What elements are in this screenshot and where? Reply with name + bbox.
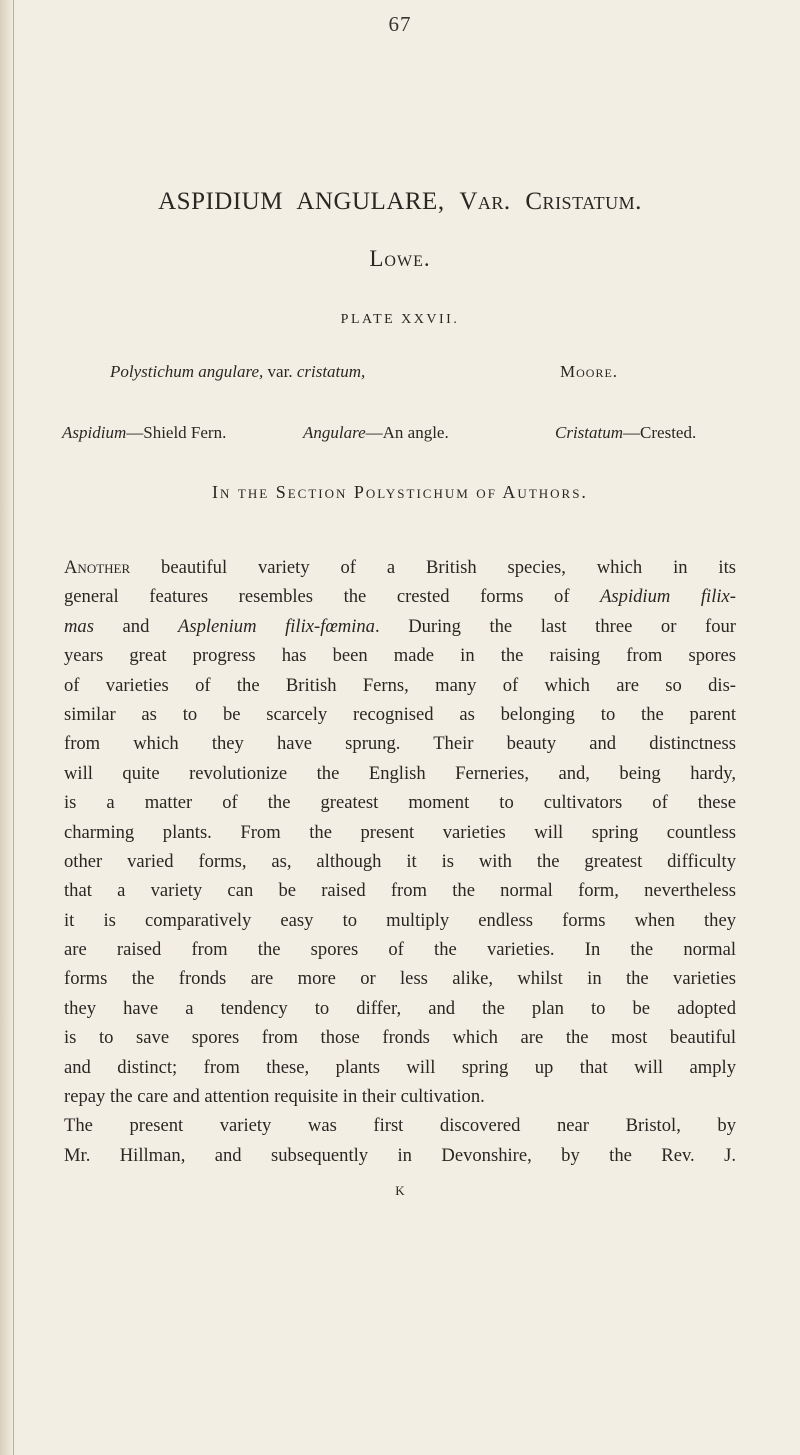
body-line: are raised from the spores of the varieties. In the normal xyxy=(64,939,736,961)
etymology-aspidium xyxy=(62,423,226,443)
body-line: The present variety was first discovered near Bristol, by xyxy=(64,1115,736,1137)
body-paragraph xyxy=(64,553,736,1170)
body-line: is to save spores from those fronds which are the most beautiful xyxy=(64,1027,736,1049)
body-line: Mr. Hillman, and subsequently in Devonshire, by the Rev. J. xyxy=(64,1144,736,1166)
etymology-angulare xyxy=(303,423,449,443)
synonym-authority: Moore. xyxy=(560,362,619,381)
title-variety: Var. Cristatum. xyxy=(459,188,642,215)
body-line: that a variety can be raised from the normal form, nevertheless xyxy=(64,880,736,902)
synonym-var: var. xyxy=(267,362,293,381)
body-line: forms the fronds are more or less alike, whilst in the varieties xyxy=(64,968,736,990)
body-line: is a matter of the greatest moment to cultivators of these xyxy=(64,792,736,814)
body-line: general features resembles the crested forms of Aspidium filix- xyxy=(64,586,736,608)
plate-label: PLATE XXVII. xyxy=(340,312,460,327)
section-heading: In the Section Polystichum of Authors. xyxy=(212,482,588,502)
signature-mark: K xyxy=(395,1183,405,1198)
body-line: other varied forms, as, although it is with the greatest difficulty xyxy=(64,850,736,872)
synonym-name: Polystichum angulare, xyxy=(110,362,264,381)
synonym-line xyxy=(110,362,630,382)
etymology-term: Aspidium xyxy=(62,423,127,442)
body-line: they have a tendency to differ, and the plan to be adopted xyxy=(64,997,736,1019)
body-line: years great progress has been made in the raising from spores xyxy=(64,645,736,667)
etymology-term: Cristatum xyxy=(555,423,624,442)
body-line: will quite revolutionize the English Ferneries, and, being hardy, xyxy=(64,762,736,784)
author: Lowe. xyxy=(369,246,431,271)
etymology-meaning: —An angle. xyxy=(365,423,449,442)
body-line: similar as to be scarcely recognised as belonging to the parent xyxy=(64,703,736,725)
body-line: from which they have sprung. Their beauty and distinctness xyxy=(64,733,736,755)
body-line: charming plants. From the present varieties will spring countless xyxy=(64,821,736,843)
book-gutter-edge xyxy=(13,0,14,1455)
body-line: Another beautiful variety of a British species, which in its xyxy=(64,557,736,578)
body-line: mas and Asplenium filix-fœmina. During the last three or four xyxy=(64,615,736,637)
page-number: 67 xyxy=(388,12,412,36)
body-line: it is comparatively easy to multiply endless forms when they xyxy=(64,909,736,931)
etymology-meaning: —Crested. xyxy=(623,423,697,442)
body-line: of varieties of the British Ferns, many of which are so dis- xyxy=(64,674,736,696)
etymology-term: Angulare xyxy=(303,423,366,442)
etymology-cristatum xyxy=(555,423,696,443)
title-species: ASPIDIUM ANGULARE, xyxy=(158,188,445,215)
page-title xyxy=(0,188,800,216)
body-line: and distinct; from these, plants will spring up that will amply xyxy=(64,1056,736,1078)
book-gutter-shadow xyxy=(0,0,14,1455)
etymology-meaning: —Shield Fern. xyxy=(126,423,227,442)
synonym-varname: cristatum, xyxy=(296,362,366,381)
body-line: repay the care and attention requisite in their cultivation. xyxy=(64,1086,485,1108)
